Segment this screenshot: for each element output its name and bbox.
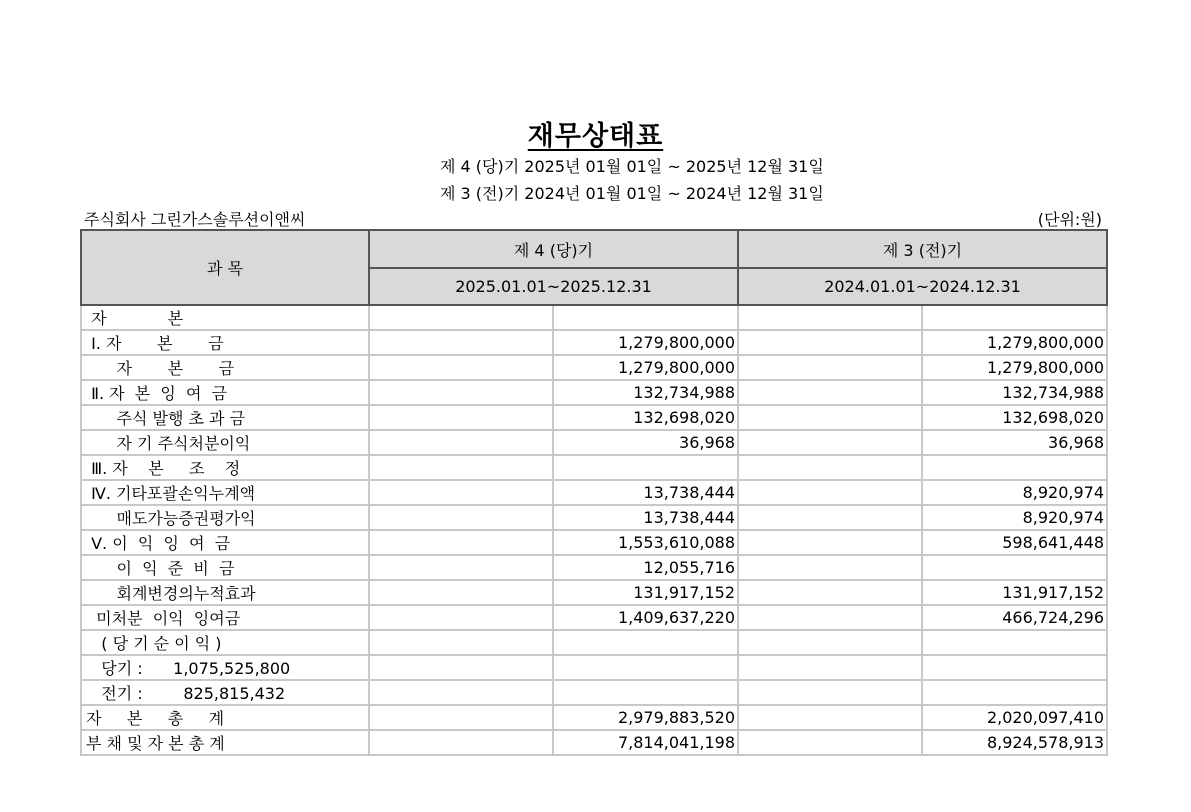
- document-title: 재무상태표: [527, 121, 664, 152]
- current-subtotal: [369, 580, 553, 605]
- current-subtotal: [369, 530, 553, 555]
- company-name: 주식회사 그린가스솔루션이앤씨: [84, 210, 306, 229]
- current-amount: [553, 655, 738, 680]
- row-label: 전기 : 825,815,432: [81, 680, 369, 705]
- prior-range-header: 2024.01.01~2024.12.31: [738, 268, 1107, 305]
- current-amount: 1,279,800,000: [553, 355, 738, 380]
- prior-subtotal: [738, 455, 922, 480]
- prior-amount: 131,917,152: [922, 580, 1107, 605]
- prior-amount: 1,279,800,000: [922, 330, 1107, 355]
- row-label: 매도가능증권평가익: [81, 505, 369, 530]
- prior-subtotal: [738, 680, 922, 705]
- table-row: [81, 405, 1107, 430]
- current-period-line: 제 4 (당)기 2025년 01월 01일 ~ 2025년 12월 31일: [440, 157, 824, 176]
- current-subtotal: [369, 380, 553, 405]
- table-row: [81, 480, 1107, 505]
- prior-subtotal: [738, 380, 922, 405]
- prior-amount: 8,924,578,913: [922, 730, 1107, 755]
- current-subtotal: [369, 455, 553, 480]
- prior-amount: 466,724,296: [922, 605, 1107, 630]
- current-amount: 7,814,041,198: [553, 730, 738, 755]
- table-row: [81, 430, 1107, 455]
- prior-amount: [922, 680, 1107, 705]
- prior-amount: [922, 555, 1107, 580]
- current-amount: 131,917,152: [553, 580, 738, 605]
- current-amount: 132,698,020: [553, 405, 738, 430]
- current-subtotal: [369, 680, 553, 705]
- row-label: Ⅲ. 자 본 조 정: [81, 455, 369, 480]
- table-row: [81, 605, 1107, 630]
- prior-subtotal: [738, 555, 922, 580]
- prior-subtotal: [738, 730, 922, 755]
- row-label: Ⅱ. 자 본 잉 여 금: [81, 380, 369, 405]
- prior-amount: [922, 455, 1107, 480]
- current-amount: 1,279,800,000: [553, 330, 738, 355]
- table-row: [81, 330, 1107, 355]
- current-subtotal: [369, 305, 553, 330]
- row-label: 자 기 주식처분이익: [81, 430, 369, 455]
- current-subtotal: [369, 480, 553, 505]
- current-amount: 1,553,610,088: [553, 530, 738, 555]
- table-row: [81, 355, 1107, 380]
- row-label: 당기 : 1,075,525,800: [81, 655, 369, 680]
- table-row: [81, 530, 1107, 555]
- current-amount: 1,409,637,220: [553, 605, 738, 630]
- prior-subtotal: [738, 480, 922, 505]
- prior-subtotal: [738, 530, 922, 555]
- prior-period-header: 제 3 (전)기: [738, 230, 1107, 268]
- prior-subtotal: [738, 580, 922, 605]
- row-label: Ⅳ. 기타포괄손익누계액: [81, 480, 369, 505]
- prior-amount: [922, 630, 1107, 655]
- row-label: ( 당 기 순 이 익 ): [81, 630, 369, 655]
- current-subtotal: [369, 630, 553, 655]
- table-row: [81, 655, 1107, 680]
- table-row: [81, 505, 1107, 530]
- current-subtotal: [369, 605, 553, 630]
- current-subtotal: [369, 555, 553, 580]
- table-row: [81, 455, 1107, 480]
- prior-amount: [922, 305, 1107, 330]
- current-subtotal: [369, 430, 553, 455]
- current-amount: 36,968: [553, 430, 738, 455]
- unit-label: (단위:원): [1037, 210, 1102, 229]
- prior-subtotal: [738, 605, 922, 630]
- prior-amount: 132,698,020: [922, 405, 1107, 430]
- row-label: 주식 발행 초 과 금: [81, 405, 369, 430]
- prior-amount: 2,020,097,410: [922, 705, 1107, 730]
- prior-subtotal: [738, 505, 922, 530]
- prior-subtotal: [738, 305, 922, 330]
- table-row: [81, 630, 1107, 655]
- balance-sheet-table: [80, 229, 1108, 756]
- current-amount: 132,734,988: [553, 380, 738, 405]
- current-amount: [553, 680, 738, 705]
- row-label: 이 익 준 비 금: [81, 555, 369, 580]
- table-row: [81, 705, 1107, 730]
- prior-period-line: 제 3 (전)기 2024년 01월 01일 ~ 2024년 12월 31일: [440, 184, 824, 203]
- prior-subtotal: [738, 405, 922, 430]
- row-label: 회계변경의누적효과: [81, 580, 369, 605]
- current-amount: 12,055,716: [553, 555, 738, 580]
- current-subtotal: [369, 655, 553, 680]
- current-amount: [553, 630, 738, 655]
- prior-amount: 8,920,974: [922, 480, 1107, 505]
- row-label: 자 본 금: [81, 355, 369, 380]
- row-label: 자 본: [81, 305, 369, 330]
- current-subtotal: [369, 505, 553, 530]
- prior-amount: 1,279,800,000: [922, 355, 1107, 380]
- prior-subtotal: [738, 655, 922, 680]
- current-range-header: 2025.01.01~2025.12.31: [369, 268, 738, 305]
- prior-amount: 8,920,974: [922, 505, 1107, 530]
- table-row: [81, 730, 1107, 755]
- row-label: 미처분 이익 잉여금: [81, 605, 369, 630]
- prior-subtotal: [738, 430, 922, 455]
- current-period-header: 제 4 (당)기: [369, 230, 738, 268]
- current-amount: [553, 455, 738, 480]
- current-amount: 13,738,444: [553, 505, 738, 530]
- row-label: 자 본 총 계: [81, 705, 369, 730]
- table-row: [81, 380, 1107, 405]
- current-amount: 13,738,444: [553, 480, 738, 505]
- current-subtotal: [369, 730, 553, 755]
- subject-header: 과 목: [81, 230, 369, 305]
- prior-subtotal: [738, 630, 922, 655]
- current-subtotal: [369, 330, 553, 355]
- current-subtotal: [369, 355, 553, 380]
- row-label: 부 채 및 자 본 총 계: [81, 730, 369, 755]
- table-row: [81, 305, 1107, 330]
- row-label: Ⅴ. 이 익 잉 여 금: [81, 530, 369, 555]
- prior-amount: 36,968: [922, 430, 1107, 455]
- prior-subtotal: [738, 330, 922, 355]
- current-amount: [553, 305, 738, 330]
- row-label: Ⅰ. 자 본 금: [81, 330, 369, 355]
- table-row: [81, 580, 1107, 605]
- table-row: [81, 680, 1107, 705]
- current-subtotal: [369, 705, 553, 730]
- current-subtotal: [369, 405, 553, 430]
- prior-amount: [922, 655, 1107, 680]
- current-amount: 2,979,883,520: [553, 705, 738, 730]
- prior-amount: 132,734,988: [922, 380, 1107, 405]
- prior-amount: 598,641,448: [922, 530, 1107, 555]
- table-row: [81, 555, 1107, 580]
- prior-subtotal: [738, 355, 922, 380]
- prior-subtotal: [738, 705, 922, 730]
